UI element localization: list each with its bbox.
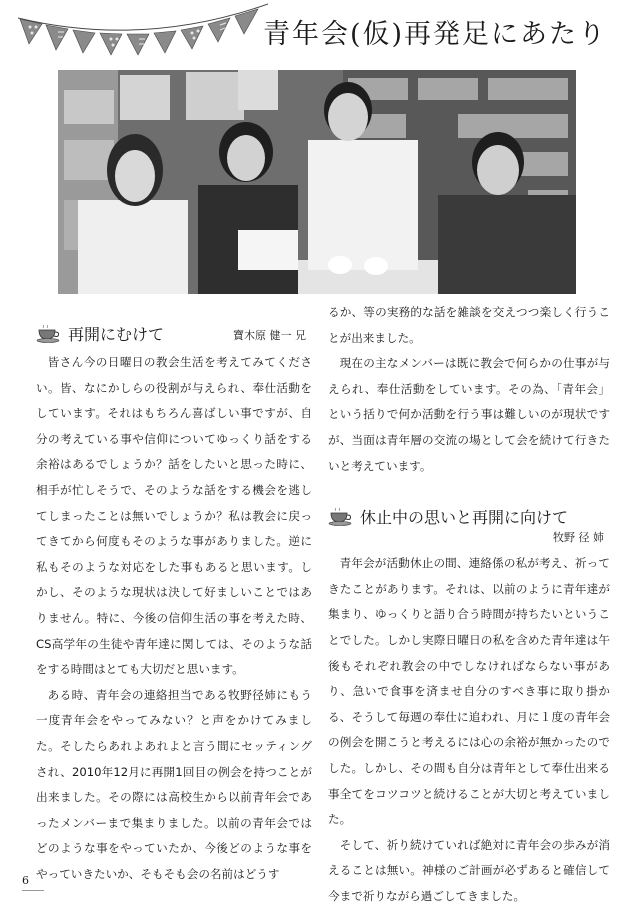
section2-heading bbox=[328, 505, 610, 531]
group-photo bbox=[58, 70, 576, 294]
page-title: 青年会(仮)再発足にあたり bbox=[262, 19, 608, 50]
section1-heading-text: 再開にむけて bbox=[68, 325, 165, 344]
section2-paragraph-2: そして、祈り続けていれば絶対に青年会の歩みが消えることは無い。神様のご計画が必ずあると確信して今まで祈りながら過ごしてきました。 bbox=[328, 837, 610, 903]
page-number: 6 bbox=[22, 874, 29, 887]
teacup-icon bbox=[36, 325, 62, 343]
section2-heading-text: 休止中の思いと再開に向けて bbox=[360, 508, 569, 528]
bunting-decoration bbox=[18, 0, 268, 60]
left-column bbox=[36, 322, 312, 887]
page-number-rule bbox=[22, 890, 44, 891]
right-column bbox=[328, 300, 610, 909]
section1-paragraph-3: 現在の主なメンバーは既に教会で何らかの仕事が与えられ、奉仕活動をしています。その為、「青年会」という括りで何か活動を行う事は難しいのが現状ですが、当面は青年層の交流の場として会を続けて行きたいと考えています。 bbox=[328, 356, 610, 473]
section2-author: 牧野 径 姉 bbox=[553, 531, 604, 545]
teacup-icon bbox=[328, 508, 354, 526]
section1-paragraph-1: 皆さん今の日曜日の教会生活を考えてみてください。皆、なにかしらの役割が与えられ、奉仕活動をしています。それはもちろん喜ばしい事ですが、自分の考えている事や信仰についてゆっくり話をする余裕はあるでしょうか？話をしたいと思った時に、相手が忙しそうで、そのような話をする機会を逃してしまったことは無いでしょうか？私は教会に戻ってきてから何度もそのような事がありました。逆に私もそのような対応をした事もあると思います。しかし、そのような現状は決して好ましいことではありません。特に、今後の信仰生活の事を考えた時、CS高学年の生徒や青年達に関しては、そのような話をする時間はとても大切だと思います。 bbox=[36, 355, 312, 677]
section2-paragraph-1: 青年会が活動休止の間、連絡係の私が考え、祈ってきたことがあります。それは、以前のように青年達が集まり、ゆっくりと語り合う時間が持ちたいということでした。しかし実際日曜日の私を含めた青年達は午後もそれぞれ教会の中でしなければならない事があり、急いで食事を済ませ自分のすべき事に取り掛かる、そうして毎週の奉仕に追われ、月に１度の青年会の例会を開こうと考えるには心の余裕が無かったのでした。しかし、その間も自分は青年として奉仕出来る事全てをコツコツと続けることが大切と考えていました。 bbox=[328, 556, 610, 827]
section1-author: 寶木原 健一 兄 bbox=[233, 329, 306, 342]
section1-paragraph-2: ある時、青年会の連絡担当である牧野径姉にもう一度青年会をやってみない？と声をかけてみました。そしたらあれよあれよと言う間にセッティングされ、2010年12月に再開1回目の例会を持つことが出来ました。その際には高校生から以前青年会であったメンバーまで集まりました。以前の青年会ではどのような事をやっていたか、今後どのような事をやっていきたいか、そもそも会の名前はどうす bbox=[36, 687, 312, 881]
section1-heading bbox=[36, 322, 312, 348]
section1-paragraph-2-continued: るか、等の実務的な話を雑談を交えつつ楽しく行うことが出来ました。 bbox=[328, 305, 610, 345]
